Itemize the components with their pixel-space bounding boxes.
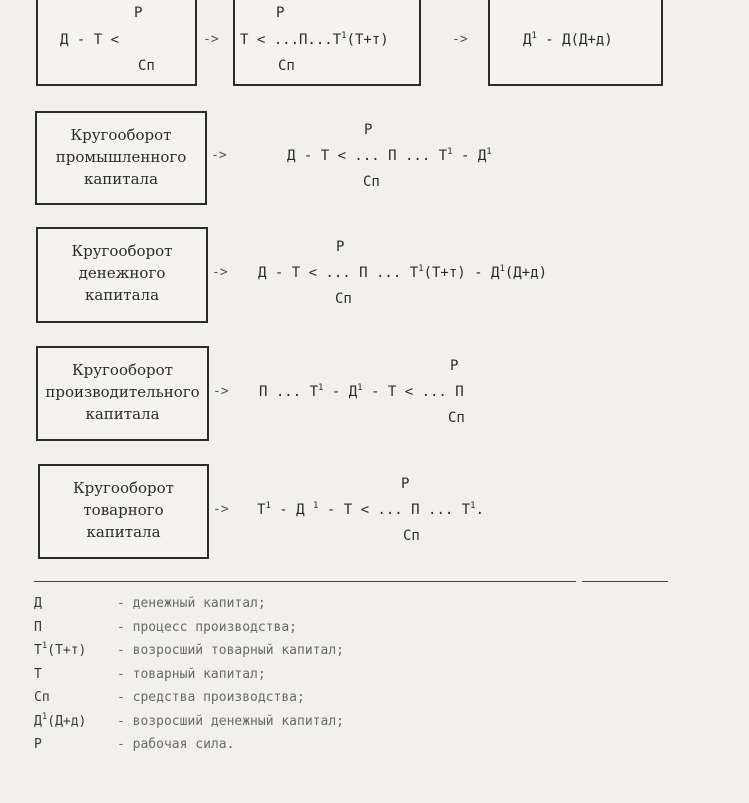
legend-symbol <box>34 737 42 752</box>
formula-part: Сп <box>34 690 50 705</box>
superscript: 1 <box>318 382 324 393</box>
legend-text: - рабочая сила. <box>117 737 235 752</box>
superscript: 1 <box>418 264 424 274</box>
arrow-icon: -> <box>213 501 229 517</box>
legend-symbol <box>34 620 42 635</box>
formula-part: Т <box>34 666 42 682</box>
formula-part: Д <box>34 596 42 611</box>
legend-text: - средства производства; <box>117 690 305 705</box>
formula-part: - Д <box>452 148 487 164</box>
labor-power-symbol: Р <box>336 239 345 255</box>
circuit-formula <box>287 148 492 164</box>
superscript: 1 <box>486 147 492 157</box>
formula-part: П ... Т <box>259 383 319 400</box>
labor-power-symbol: Р <box>401 475 410 492</box>
legend-symbol <box>34 667 42 682</box>
formula-part: (Д+д) <box>47 713 87 729</box>
superscript: 1 <box>313 500 319 511</box>
labor-power-symbol: Р <box>364 122 373 138</box>
circuit-label: Кругооборот промышленного капитала <box>55 126 187 188</box>
legend-symbol <box>34 711 87 729</box>
top-box-1-cn: Сп <box>138 58 155 74</box>
formula-part: - Т < ... П <box>362 383 464 400</box>
legend-symbol <box>34 690 50 705</box>
formula-part: Д - Т < ... П ... Т <box>258 265 419 281</box>
top-box-3-formula: $Д^1 - Д(Д+д)$ <box>523 31 613 48</box>
top-box-2-cn: Сп <box>278 58 295 74</box>
formula-part: - Т < ... П ... Т <box>318 501 471 518</box>
legend-text: - товарный капитал; <box>117 666 266 682</box>
circuit-formula <box>259 384 464 400</box>
formula-part: Р <box>34 737 42 752</box>
legend-text: - денежный капитал; <box>117 596 266 611</box>
formula-part: Д - Т < ... П ... Т <box>287 148 448 164</box>
formula-part: Д <box>34 713 42 729</box>
means-of-production-symbol: Сп <box>448 409 465 426</box>
formula-part: - Д <box>323 383 358 400</box>
superscript: 1 <box>470 500 476 511</box>
formula-part: П <box>34 619 42 635</box>
means-of-production-symbol: Сп <box>403 527 420 544</box>
formula-part: - Д <box>270 501 314 518</box>
superscript: 1 <box>357 382 363 393</box>
circuit-formula <box>257 502 484 518</box>
top-arrow-1: -> <box>203 32 219 47</box>
arrow-icon: -> <box>211 148 227 163</box>
formula-part: . <box>475 501 485 518</box>
formula-part: (Т+т) <box>47 643 87 658</box>
formula-part: (Т+т) - Д <box>423 265 500 281</box>
formula-part: Т <box>34 643 42 658</box>
legend-symbol <box>34 596 42 611</box>
top-box-2-p: Р <box>276 5 285 21</box>
top-box-2-formula: $Т < ...П...Т^1(Т+т)$ <box>240 31 389 48</box>
superscript: 1 <box>499 264 505 274</box>
legend-text: - процесс производства; <box>117 619 298 635</box>
circuit-label: Кругооборот производительного капитала <box>45 361 200 423</box>
top-box-1-p: Р <box>134 5 143 21</box>
separator-line-2 <box>582 581 668 582</box>
circuit-label: Кругооборот товарного капитала <box>73 479 174 541</box>
formula-part: (Д+д) <box>504 265 548 281</box>
superscript: 1 <box>265 500 271 511</box>
means-of-production-symbol: Сп <box>363 174 380 190</box>
separator-line <box>34 581 576 582</box>
superscript: 1 <box>447 147 453 157</box>
top-box-1-formula: Д - Т < <box>60 32 120 48</box>
legend-symbol <box>34 643 86 658</box>
legend-text: - возросший денежный капитал; <box>117 713 344 729</box>
top-arrow-2: -> <box>452 32 468 47</box>
circuit-formula <box>258 265 547 281</box>
formula-part: Т <box>257 501 266 518</box>
superscript: 1 <box>41 711 48 722</box>
means-of-production-symbol: Сп <box>335 291 352 307</box>
superscript: 1 <box>41 641 48 651</box>
circuit-label: Кругооборот денежного капитала <box>71 242 173 304</box>
legend-text: - возросший товарный капитал; <box>117 643 344 658</box>
arrow-icon: -> <box>212 265 228 280</box>
arrow-icon: -> <box>213 383 229 399</box>
labor-power-symbol: Р <box>450 357 459 374</box>
